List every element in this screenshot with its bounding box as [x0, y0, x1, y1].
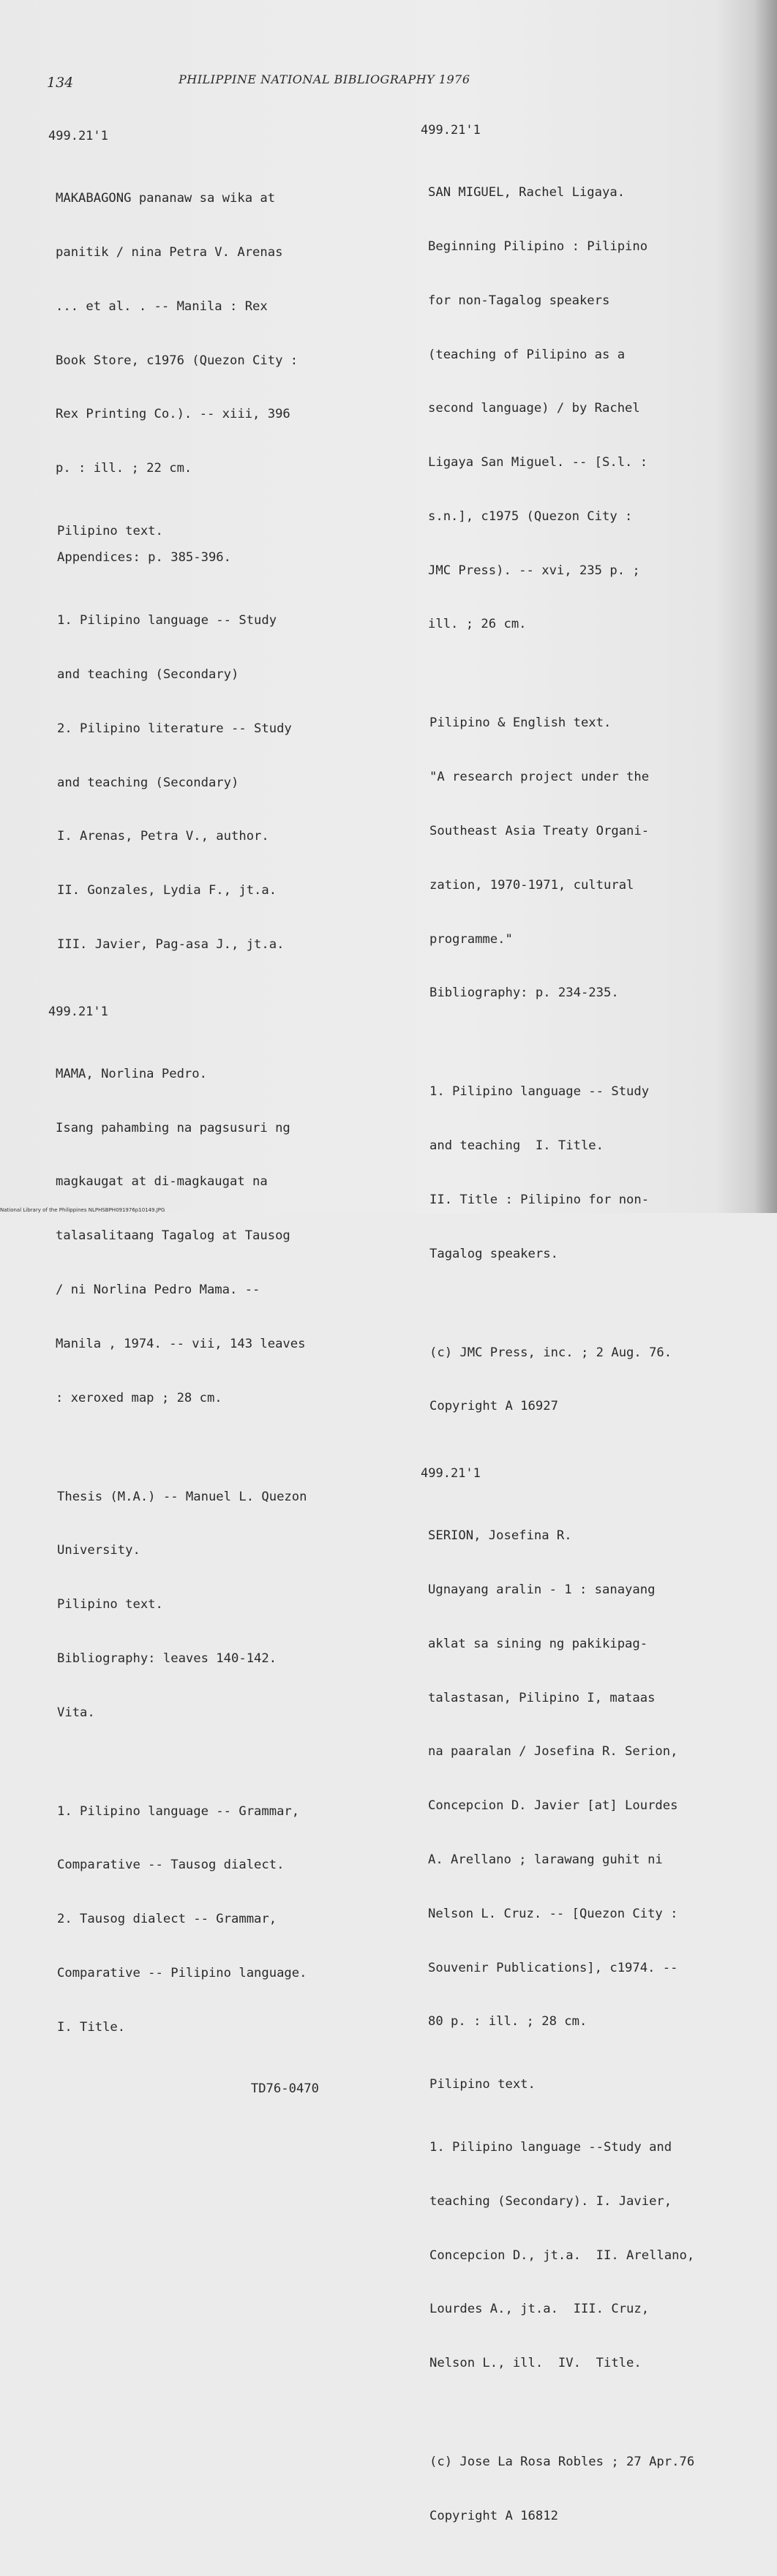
subject-line: teaching (Secondary). I. Javier,	[429, 2193, 672, 2209]
note-line: Thesis (M.A.) -- Manuel L. Quezon	[57, 1489, 307, 1504]
description-line: talasalitaang Tagalog at Tausog	[56, 1228, 290, 1244]
description-line: SAN MIGUEL, Rachel Ligaya.	[428, 185, 626, 200]
entry-description	[421, 148, 757, 669]
page-header	[47, 70, 704, 92]
description-line: Manila , 1974. -- vii, 143 leaves	[56, 1336, 306, 1351]
description-line: ... et al. . -- Manila : Rex	[56, 298, 268, 314]
subject-line: II. Title : Pilipino for non-	[429, 1192, 650, 1207]
subject-line: 2. Pilipino literature -- Study	[57, 721, 292, 736]
description-line: Book Store, c1976 (Quezon City :	[56, 353, 299, 368]
description-line: Concepcion D. Javier [at] Lourdes	[428, 1798, 678, 1814]
description-line: Souvenir Publications], c1974. --	[428, 1960, 678, 1975]
description-line: panitik / nina Petra V. Arenas	[56, 244, 283, 260]
entry-note: Pilipino text.	[57, 523, 163, 538]
description-line: magkaugat at di-magkaugat na	[56, 1174, 268, 1190]
entry-subjects	[421, 2103, 757, 2408]
subject-line: and teaching (Secondary)	[57, 775, 239, 790]
subject-line: 1. Pilipino language -- Study	[429, 1084, 650, 1100]
entry-serion	[421, 1466, 757, 2561]
description-line: aklat sa sining ng pakikipag-	[428, 1636, 648, 1651]
subject-line: and teaching I. Title.	[429, 1138, 604, 1154]
description-line: second language) / by Rachel	[428, 401, 640, 416]
description-line: : xeroxed map ; 28 cm.	[56, 1390, 222, 1405]
description-line: Rex Printing Co.). -- xiii, 396	[56, 407, 290, 422]
description-line: SERION, Josefina R.	[428, 1528, 572, 1544]
subject-line: I. Arenas, Petra V., author.	[57, 829, 269, 844]
copyright-line: (c) Jose La Rosa Robles ; 27 Apr.76	[429, 2455, 695, 2470]
note-line: Pilipino text.	[57, 1597, 163, 1612]
entry-note: Appendices: p. 385-396.	[57, 550, 231, 566]
note-line: Vita.	[57, 1705, 95, 1720]
class-number: 499.21'1	[421, 1466, 481, 1482]
subject-line: Concepcion D., jt.a. II. Arellano,	[429, 2248, 695, 2263]
subject-line: Comparative -- Tausog dialect.	[57, 1858, 285, 1873]
description-line: s.n.], c1975 (Quezon City :	[428, 508, 633, 524]
entry-san-miguel	[421, 123, 757, 1452]
subject-line: Nelson L., ill. IV. Title.	[429, 2356, 642, 2371]
description-line: A. Arellano ; larawang guhit ni	[428, 1852, 663, 1868]
scan-footer: National Library of the Philippines NLPHSBPH091976p10149.JPG	[0, 1207, 165, 1213]
note-line: Pilipino & English text.	[429, 716, 612, 731]
control-number: TD76-0470	[250, 2081, 319, 2096]
description-line: p. : ill. ; 22 cm.	[56, 461, 192, 476]
description-line: MAKABAGONG pananaw sa wika at	[56, 191, 276, 206]
copyright-line: Copyright A 16927	[429, 1399, 558, 1414]
copyright-line: (c) JMC Press, inc. ; 2 Aug. 76.	[429, 1345, 672, 1360]
entry-note: Pilipino text.	[429, 2077, 536, 2092]
note-line: programme."	[429, 931, 513, 947]
subject-line: II. Gonzales, Lydia F., jt.a.	[57, 883, 277, 898]
note-line: "A research project under the	[429, 770, 650, 785]
subject-line: III. Javier, Pag-asa J., jt.a.	[57, 936, 285, 952]
running-title: PHILIPPINE NATIONAL BIBLIOGRAPHY 1976	[179, 72, 470, 86]
description-line: Beginning Pilipino : Pilipino	[428, 239, 648, 254]
subject-line: 1. Pilipino language -- Study	[57, 613, 277, 628]
description-line: ill. ; 26 cm.	[428, 617, 527, 632]
description-line: (teaching of Pilipino as a	[428, 347, 626, 362]
note-line: Bibliography: p. 234-235.	[429, 985, 619, 1001]
description-line: for non-Tagalog speakers	[428, 293, 610, 308]
subject-line: Comparative -- Pilipino language.	[57, 1966, 307, 1980]
right-column	[421, 123, 757, 2576]
entry-subjects	[421, 1047, 757, 1299]
entry-copyright	[421, 2417, 757, 2561]
entry-description	[421, 1491, 757, 2067]
description-line: JMC Press). -- xvi, 235 p. ;	[428, 563, 640, 578]
entry-notes	[421, 678, 757, 1038]
subject-line: Lourdes A., jt.a. III. Cruz,	[429, 2302, 650, 2317]
subject-line: 1. Pilipino language -- Grammar,	[57, 1803, 300, 1819]
description-line: Ligaya San Miguel. -- [S.l. :	[428, 455, 648, 470]
entry-mama	[48, 1005, 356, 2096]
subject-line: and teaching (Secondary)	[57, 667, 239, 683]
left-column	[48, 129, 356, 2111]
entry-subjects	[48, 1766, 356, 2072]
note-line: University.	[57, 1543, 140, 1558]
note-line: zation, 1970-1971, cultural	[429, 877, 634, 893]
description-line: / ni Norlina Pedro Mama. --	[56, 1283, 260, 1298]
description-line: talastasan, Pilipino I, mataas	[428, 1690, 656, 1705]
page-number: 134	[47, 75, 74, 91]
subject-line: 2. Tausog dialect -- Grammar,	[57, 1912, 277, 1927]
note-line: Bibliography: leaves 140-142.	[57, 1651, 277, 1666]
description-line: 80 p. : ill. ; 28 cm.	[428, 2014, 588, 2029]
entry-description	[48, 154, 356, 514]
description-line: na paaralan / Josefina R. Serion,	[428, 1744, 678, 1760]
description-line: Nelson L. Cruz. -- [Quezon City :	[428, 1906, 678, 1921]
class-number: 499.21'1	[48, 129, 108, 143]
entry-makabagong	[48, 129, 356, 990]
class-number: 499.21'1	[421, 123, 481, 138]
entry-description	[48, 1029, 356, 1443]
entry-notes	[48, 1452, 356, 1757]
description-line: Isang pahambing na pagsusuri ng	[56, 1120, 290, 1135]
note-line: Southeast Asia Treaty Organi-	[429, 823, 650, 838]
description-line: Ugnayang aralin - 1 : sanayang	[428, 1582, 656, 1598]
subject-line: I. Title.	[57, 2019, 126, 2035]
class-number: 499.21'1	[48, 1004, 108, 1019]
subject-line: 1. Pilipino language --Study and	[429, 2139, 672, 2155]
entry-copyright	[421, 1307, 757, 1452]
entry-subjects	[48, 576, 356, 990]
description-line: MAMA, Norlina Pedro.	[56, 1066, 207, 1081]
subject-line: Tagalog speakers.	[429, 1246, 558, 1261]
copyright-line: Copyright A 16812	[429, 2508, 558, 2523]
